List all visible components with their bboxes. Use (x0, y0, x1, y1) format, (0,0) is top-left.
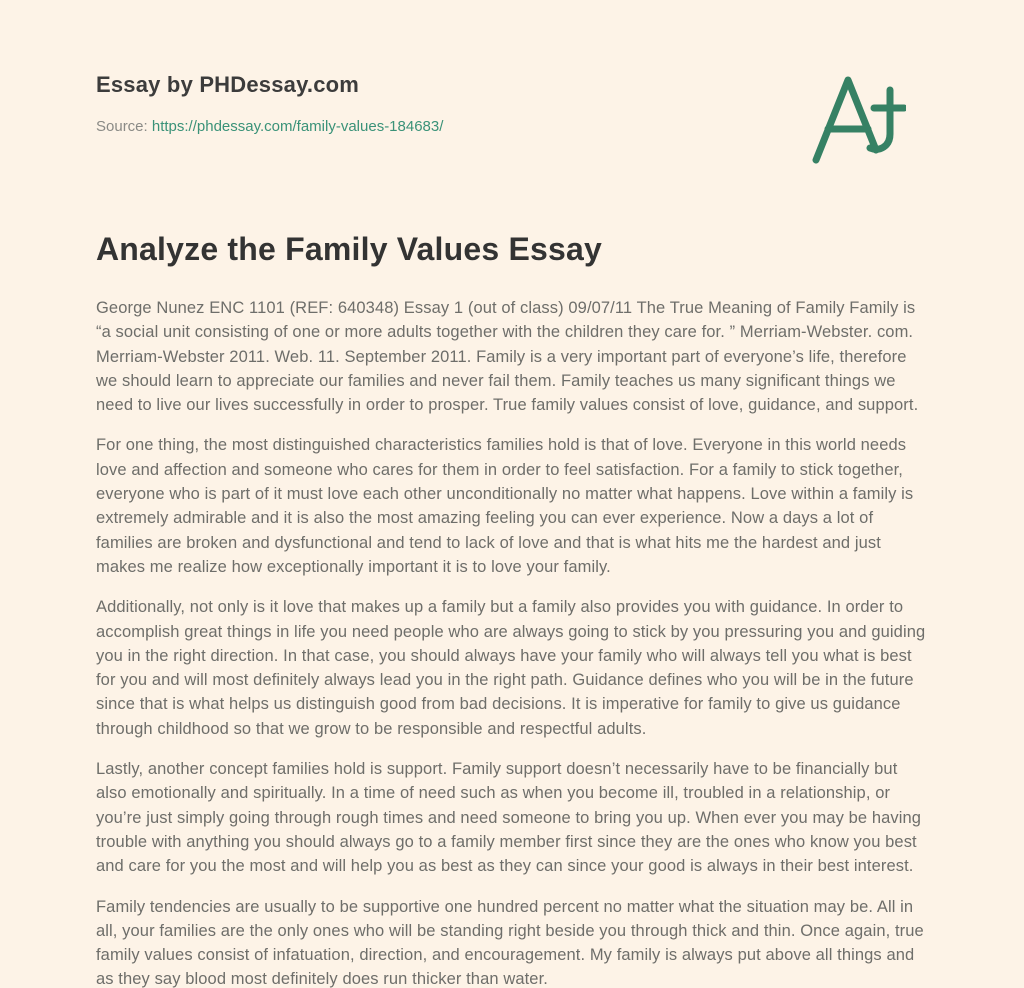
essay-paragraph: For one thing, the most distinguished characteristics families hold is that of love. Everyone in this world needs love and affection and someone who cares for them in order to feel satisfaction. For a family to stick together, everyone who is part of it must love each other unconditionally no matter what happens. Love within a family is extremely admirable and it is also the most amazing feeling you can ever experience. Now a days a lot of families are broken and dysfunctional and tend to lack of love and that is what hits me the hardest and just makes me realize how exceptionally important it is to love your family. (96, 436, 914, 576)
essay-paragraph: Family tendencies are usually to be supportive one hundred percent no matter what the situation may be. All in all, your families are the only ones who will be standing right beside you through thick and thin. Once again, true family values consist of infatuation, direction, and encouragement. My family is always put above all things and as they say blood most definitely does run thicker than water. (96, 897, 924, 988)
phdessay-logo-icon (810, 72, 906, 164)
essay-title: Analyze the Family Values Essay (96, 231, 603, 267)
essay-paragraph: Additionally, not only is it love that makes up a family but a family also provides you with guidance. In order to accomplish great things in life you need people who are always going to stick by you pressuring you and guiding you in the right direction. In that case, you should always have your family who will always tell you what is best for you and will most definitely always lead you in the right path. Guidance defines who you will be in the future since that is what helps us distinguish good from bad decisions. It is imperative for family to give us guidance through childhood so that we grow to be responsible and respectful adults. (96, 598, 926, 738)
essay-paragraph: Lastly, another concept families hold is support. Family support doesn’t necessarily have to be financially but also emotionally and spiritually. In a time of need such as when you become ill, troubled in a relationship, or you’re just simply going through rough times and need someone to bring you up. When ever you may be having trouble with anything you should always go to a family member first since they are the ones who know you best and care for you the most and will help you as best as they can since your good is always in their best interest. (96, 760, 922, 876)
page-header (96, 72, 928, 135)
source-line (96, 118, 928, 135)
essay-body (96, 296, 928, 988)
source-label: Source: (96, 118, 148, 135)
essay-paragraph: George Nunez ENC 1101 (REF: 640348) Essay 1 (out of class) 09/07/11 The True Meaning of Family Family is “a social unit consisting of one or more adults together with the children they care for. ” Merriam-Webster. com. Merriam-Webster 2011. Web. 11. September 2011. Family is a very important part of everyone’s life, therefore we should learn to appreciate our families and never fail them. Family teaches us many significant things we need to live our lives successfully in order to prosper. True family values consist of love, guidance, and support. (96, 299, 919, 415)
byline: Essay by PHDessay.com (96, 72, 360, 97)
source-link[interactable]: https://phdessay.com/family-values-184683/ (151, 118, 444, 135)
